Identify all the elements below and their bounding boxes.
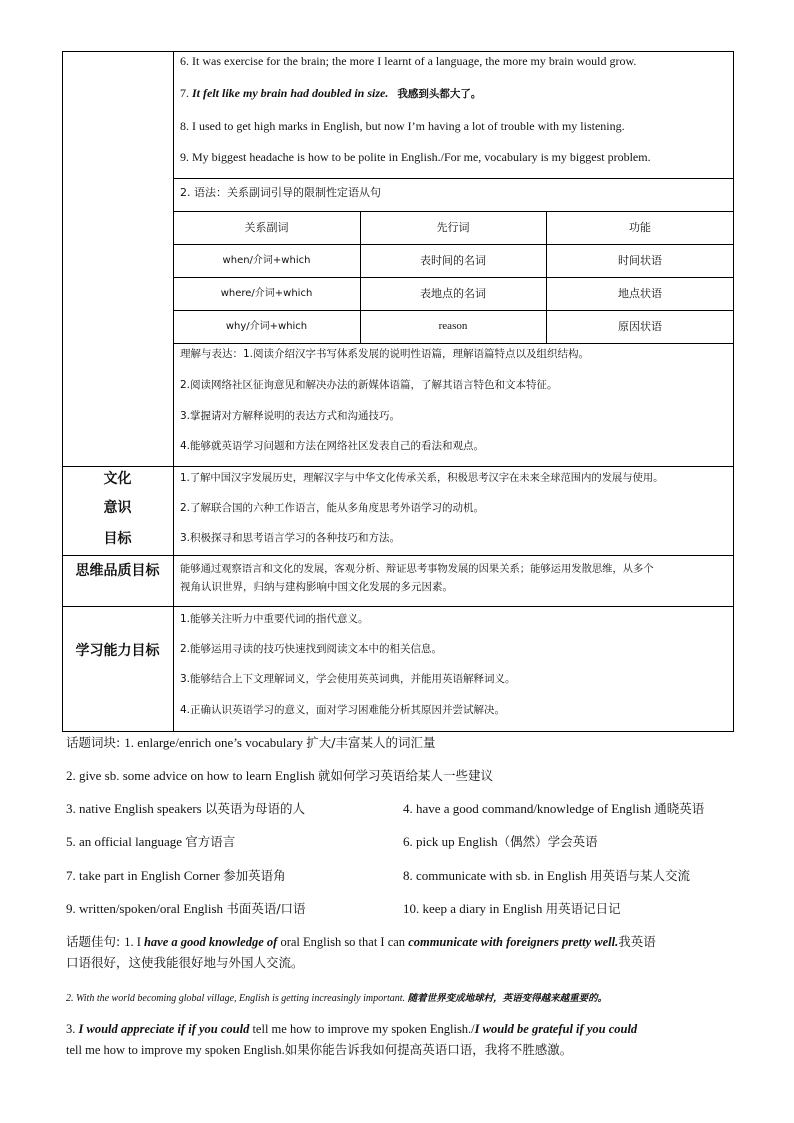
topic-sentence-1: 话题佳句: 1. I have a good knowledge of oral English so that I can communicate with foreigners pretty well.我英语 [66, 934, 656, 949]
grammar-header-3: 功能 [629, 221, 651, 234]
thinking-line-2: 视角认识世界，归纳与建构影响中国文化发展的多元因素。 [180, 581, 453, 593]
grammar-header-2: 先行词 [436, 221, 470, 234]
comprehension-item: 4.能够就英语学习问题和方法在网络社区发表自己的看法和观点。 [180, 440, 485, 452]
thinking-label: 思维品质目标 [75, 563, 160, 579]
row-divider [62, 606, 734, 607]
comprehension-item: 2.阅读网络社区征询意见和解决办法的新媒体语篇，了解其语言特色和文本特征。 [180, 379, 558, 391]
row-divider [62, 555, 734, 556]
vocab-item-3: 3. native English speakers 以英语为母语的人 [66, 801, 306, 816]
vocab-item-4: 4. have a good command/knowledge of English 通晓英语 [403, 801, 705, 816]
learning-label: 学习能力目标 [75, 643, 160, 659]
vocab-item-5: 5. an official language 官方语言 [66, 834, 236, 849]
learning-item: 1.能够关注听力中重要代词的指代意义。 [180, 613, 369, 625]
learning-item: 4.正确认识英语学习的意义，面对学习困难能分析其原因并尝试解决。 [180, 704, 506, 716]
culture-item: 1.了解中国汉字发展历史，理解汉字与中华文化传承关系，积极思考汉字在未来全球范围内的发展与使用。 [180, 472, 664, 484]
culture-label-2: 意识 [103, 500, 132, 516]
sentence-8: 8. I used to get high marks in English, but now I’m having a lot of trouble with my listening. [180, 119, 625, 133]
comprehension-item: 3.掌握请对方解释说明的表达方式和沟通技巧。 [180, 410, 401, 422]
sentence-9: 9. My biggest headache is how to be polite in English./For me, vocabulary is my biggest problem. [180, 150, 651, 164]
row-divider [173, 178, 734, 179]
vocab-line-2: 2. give sb. some advice on how to learn English 就如何学习英语给某人一些建议 [66, 768, 494, 783]
grammar-cell: reason [438, 320, 468, 332]
grammar-cell: 时间状语 [618, 254, 662, 267]
row-divider [173, 343, 734, 344]
topic-sentence-2: 2. With the world becoming global village, English is getting increasingly important. 随着世界变成地球村，英语变得越来越重要的。 [66, 993, 608, 1004]
table-column-divider [173, 51, 174, 732]
sentence-7: 7. It felt like my brain had doubled in size. 我感到头都大了。 [180, 86, 482, 100]
grammar-cell: 原因状语 [618, 320, 662, 333]
grammar-cell: when/介词+which [222, 255, 311, 266]
grammar-cell: 表地点的名词 [420, 287, 486, 300]
culture-label-3: 目标 [103, 531, 132, 547]
grammar-cell: where/介词+which [220, 288, 313, 299]
vocab-item-10: 10. keep a diary in English 用英语记日记 [403, 901, 621, 916]
vocab-item-6: 6. pick up English（偶然）学会英语 [403, 834, 598, 849]
learning-item: 2.能够运用寻读的技巧快速找到阅读文本中的相关信息。 [180, 643, 443, 655]
learning-item: 3.能够结合上下文理解词义，学会使用英英词典，并能用英语解释词义。 [180, 673, 516, 685]
grammar-header-1: 关系副词 [244, 221, 289, 234]
topic-sentence-1-line-2: 口语很好，这使我能很好地与外国人交流。 [66, 955, 304, 970]
topic-sentence-3: 3. I would appreciate if if you could tell me how to improve my spoken English./I would be grateful if you could [66, 1022, 638, 1036]
row-divider [62, 466, 734, 467]
thinking-line-1: 能够通过观察语言和文化的发展，客观分析、辩证思考事物发展的因果关系；能够运用发散思维，从多个 [180, 563, 654, 575]
sentence-6: 6. It was exercise for the brain; the more I learnt of a language, the more my brain would grow. [180, 54, 637, 68]
comprehension-item: 理解与表达：1.阅读介绍汉字书写体系发展的说明性语篇，理解语篇特点以及组织结构。 [180, 348, 590, 360]
grammar-cell: 表时间的名词 [420, 254, 486, 267]
grammar-cell: 地点状语 [618, 287, 662, 300]
culture-item: 2.了解联合国的六种工作语言，能从多角度思考外语学习的动机。 [180, 502, 485, 514]
vocab-item-7: 7. take part in English Corner 参加英语角 [66, 868, 286, 883]
vocab-item-8: 8. communicate with sb. in English 用英语与某人交流 [403, 868, 691, 883]
vocab-line-1: 话题词块: 1. enlarge/enrich one’s vocabulary 扩大/丰富某人的词汇量 [66, 735, 436, 750]
topic-sentence-3-line-2: tell me how to improve my spoken English.如果你能告诉我如何提高英语口语，我将不胜感激。 [66, 1042, 573, 1057]
culture-label-1: 文化 [103, 471, 132, 487]
vocab-item-9: 9. written/spoken/oral English 书面英语/口语 [66, 901, 306, 916]
grammar-title: 2. 语法：关系副词引导的限制性定语从句 [180, 186, 381, 199]
culture-item: 3.积极探寻和思考语言学习的各种技巧和方法。 [180, 532, 401, 544]
grammar-cell: why/介词+which [225, 321, 308, 332]
